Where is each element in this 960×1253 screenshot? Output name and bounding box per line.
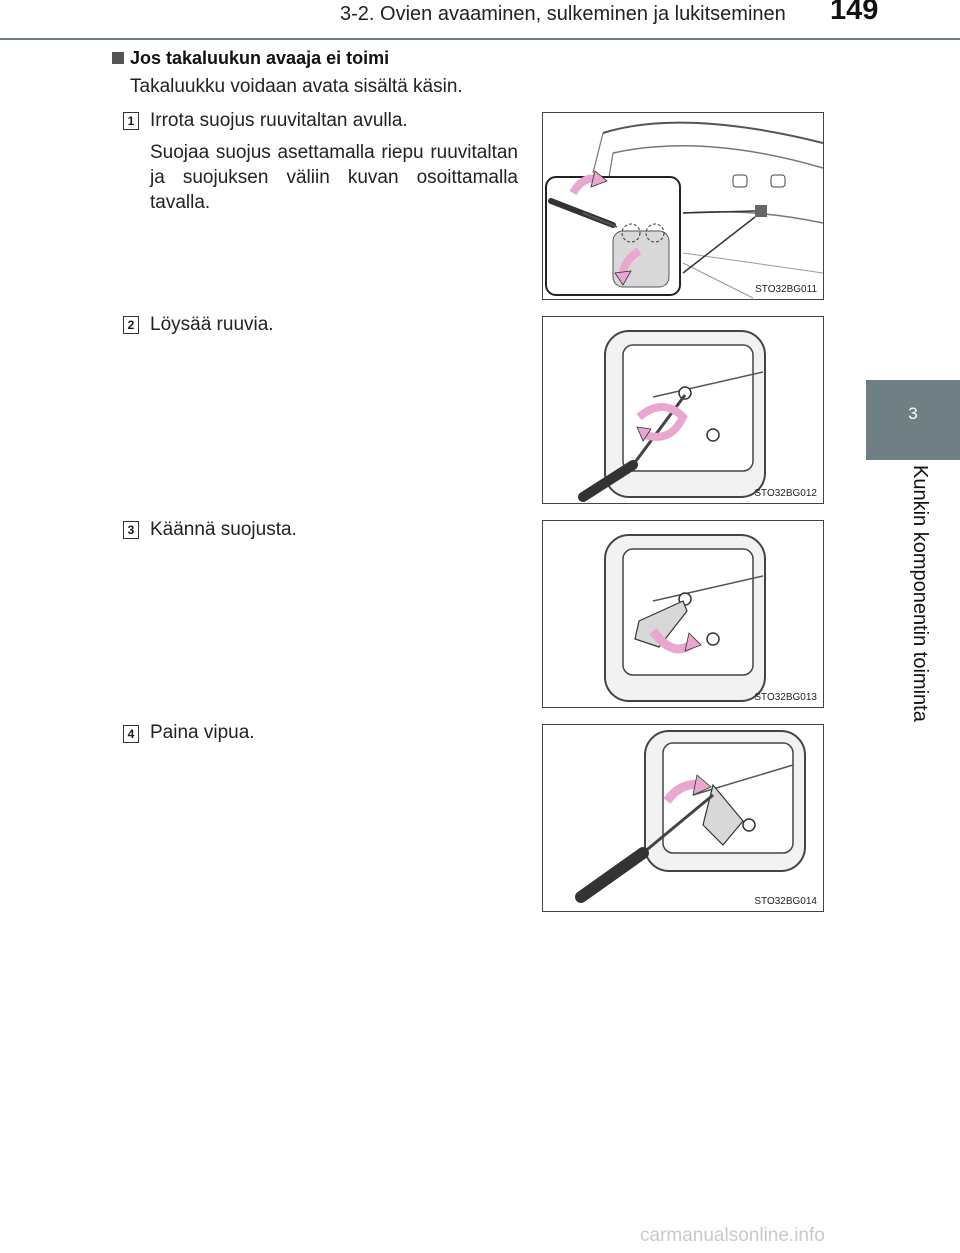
step-number: 3 <box>123 521 139 539</box>
step-number: 4 <box>123 725 139 743</box>
step-text: Käännä suojusta. <box>150 519 297 540</box>
section-heading-text: Jos takaluukun avaaja ei toimi <box>130 48 390 68</box>
step-text: Irrota suojus ruuvitaltan avulla. <box>150 110 408 131</box>
step-note: Suojaa suojus asettamalla riepu ruuvitaltan ja suojuksen väliin kuvan osoittamalla tavalla. <box>150 142 518 213</box>
figure-step-1 <box>542 112 824 300</box>
figure-code: STO32BG013 <box>754 692 817 703</box>
section-intro: Takaluukku voidaan avata sisältä käsin. <box>130 76 463 97</box>
figure-step-2 <box>542 316 824 504</box>
chapter-label: Kunkin komponentin toiminta <box>909 465 931 722</box>
step-number: 2 <box>123 316 139 334</box>
header-title: 3-2. Ovien avaaminen, sulkeminen ja lukitseminen <box>340 3 786 25</box>
press-lever-illustration <box>543 725 823 911</box>
step-number: 1 <box>123 112 139 130</box>
page-number: 149 <box>830 0 879 26</box>
page-header <box>0 0 960 40</box>
figure-code: STO32BG011 <box>755 284 817 295</box>
loosen-screw-illustration <box>543 317 823 503</box>
figure-code: STO32BG014 <box>754 896 817 907</box>
figure-code: STO32BG012 <box>754 488 817 499</box>
turn-cover-illustration <box>543 521 823 707</box>
figure-step-3 <box>542 520 824 708</box>
step-text: Löysää ruuvia. <box>150 314 274 335</box>
chapter-tab <box>866 380 960 460</box>
figure-step-4 <box>542 724 824 912</box>
step-text: Paina vipua. <box>150 722 255 743</box>
watermark: carmanualsonline.info <box>640 1225 825 1246</box>
section-heading <box>112 48 389 69</box>
tailgate-illustration <box>543 113 823 299</box>
bullet-square-icon <box>112 52 124 64</box>
chapter-number: 3 <box>908 404 918 423</box>
